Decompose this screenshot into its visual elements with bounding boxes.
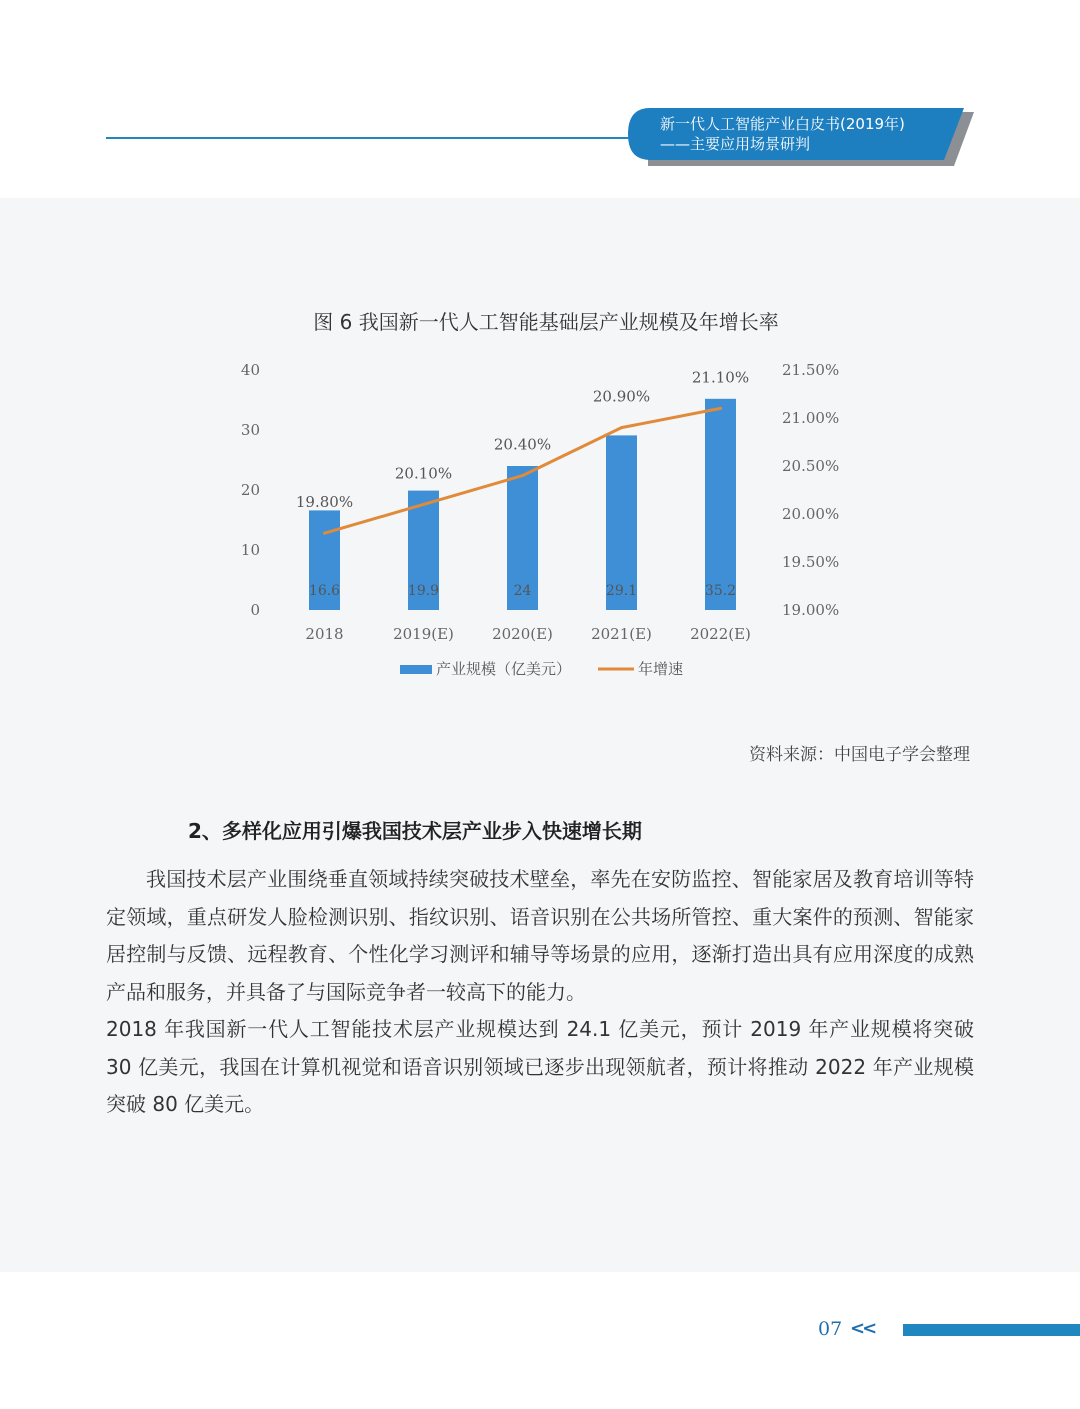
bar-value-label: 19.9: [407, 583, 440, 599]
page-footer: [0, 1272, 1080, 1409]
y-right-tick-label: 21.50%: [782, 361, 840, 379]
y-right-tick-label: 19.50%: [782, 553, 840, 571]
growth-value-label: 20.40%: [493, 435, 552, 454]
growth-value-label: 20.90%: [592, 387, 651, 406]
y-right-tick-label: 20.50%: [782, 457, 840, 475]
figure-source: 资料来源：中国电子学会整理: [749, 745, 970, 765]
bar: [705, 399, 736, 610]
y-left-tick-label: 20: [240, 481, 260, 499]
y-right-tick-label: 21.00%: [782, 409, 840, 427]
x-tick-label: 2021(E): [591, 625, 652, 643]
bar-value-label: 16.6: [308, 583, 341, 599]
x-tick-label: 2019(E): [393, 625, 454, 643]
combo-chart: [0, 0, 1080, 700]
page-arrows: <<: [850, 1318, 875, 1339]
x-tick-label: 2018: [305, 625, 344, 643]
y-right-tick-label: 20.00%: [782, 505, 840, 523]
y-left-tick-label: 0: [250, 601, 260, 619]
y-left-tick-label: 10: [240, 541, 260, 559]
x-tick-label: 2020(E): [492, 625, 553, 643]
growth-point: [719, 407, 722, 410]
growth-point: [620, 426, 623, 429]
growth-point: [521, 474, 524, 477]
growth-value-label: 19.80%: [295, 493, 354, 512]
x-tick-label: 2022(E): [690, 625, 751, 643]
bar-value-label: 35.2: [704, 583, 737, 599]
section-heading: 2、多样化应用引爆我国技术层产业步入快速增长期: [188, 819, 642, 843]
footer-bar: [903, 1324, 1080, 1336]
legend-bar-swatch: [400, 665, 432, 674]
legend-line-label: 年增速: [638, 660, 684, 678]
paragraph-2: 2018 年我国新一代人工智能技术层产业规模达到 24.1 亿美元，预计 2019 年产业规模将突破 30 亿美元，我国在计算机视觉和语音识别领域已逐步出现领航者，预计将推动 2022 年产业规模突破 80 亿美元。: [106, 1017, 974, 1116]
y-right-tick-label: 19.00%: [782, 601, 840, 619]
growth-value-label: 21.10%: [691, 368, 750, 387]
page-number: 07: [818, 1318, 843, 1340]
section-body: [106, 861, 974, 1124]
figure-title: 图 6 我国新一代人工智能基础层产业规模及年增长率: [313, 310, 779, 334]
y-left-tick-label: 30: [240, 421, 260, 439]
paragraph-1: 我国技术层产业围绕垂直领域持续突破技术壁垒，率先在安防监控、智能家居及教育培训等特定领域，重点研发人脸检测识别、指纹识别、语音识别在公共场所管控、重大案件的预测、智能家居控制与反馈、远程教育、个性化学习测评和辅导等场景的应用，逐渐打造出具有应用深度的成熟产品和服务，并具备了与国际竞争者一较高下的能力。: [106, 867, 974, 1004]
bar-value-label: 24: [513, 583, 532, 599]
growth-value-label: 20.10%: [394, 464, 453, 483]
growth-point: [422, 503, 425, 506]
bar-value-label: 29.1: [605, 583, 638, 599]
header-title-line1: 新一代人工智能产业白皮书(2019年): [660, 115, 905, 133]
y-left-tick-label: 40: [240, 361, 260, 379]
growth-point: [323, 532, 326, 535]
legend-bar-label: 产业规模（亿美元）: [436, 660, 572, 678]
header-title-line2: ——主要应用场景研判: [660, 135, 811, 153]
